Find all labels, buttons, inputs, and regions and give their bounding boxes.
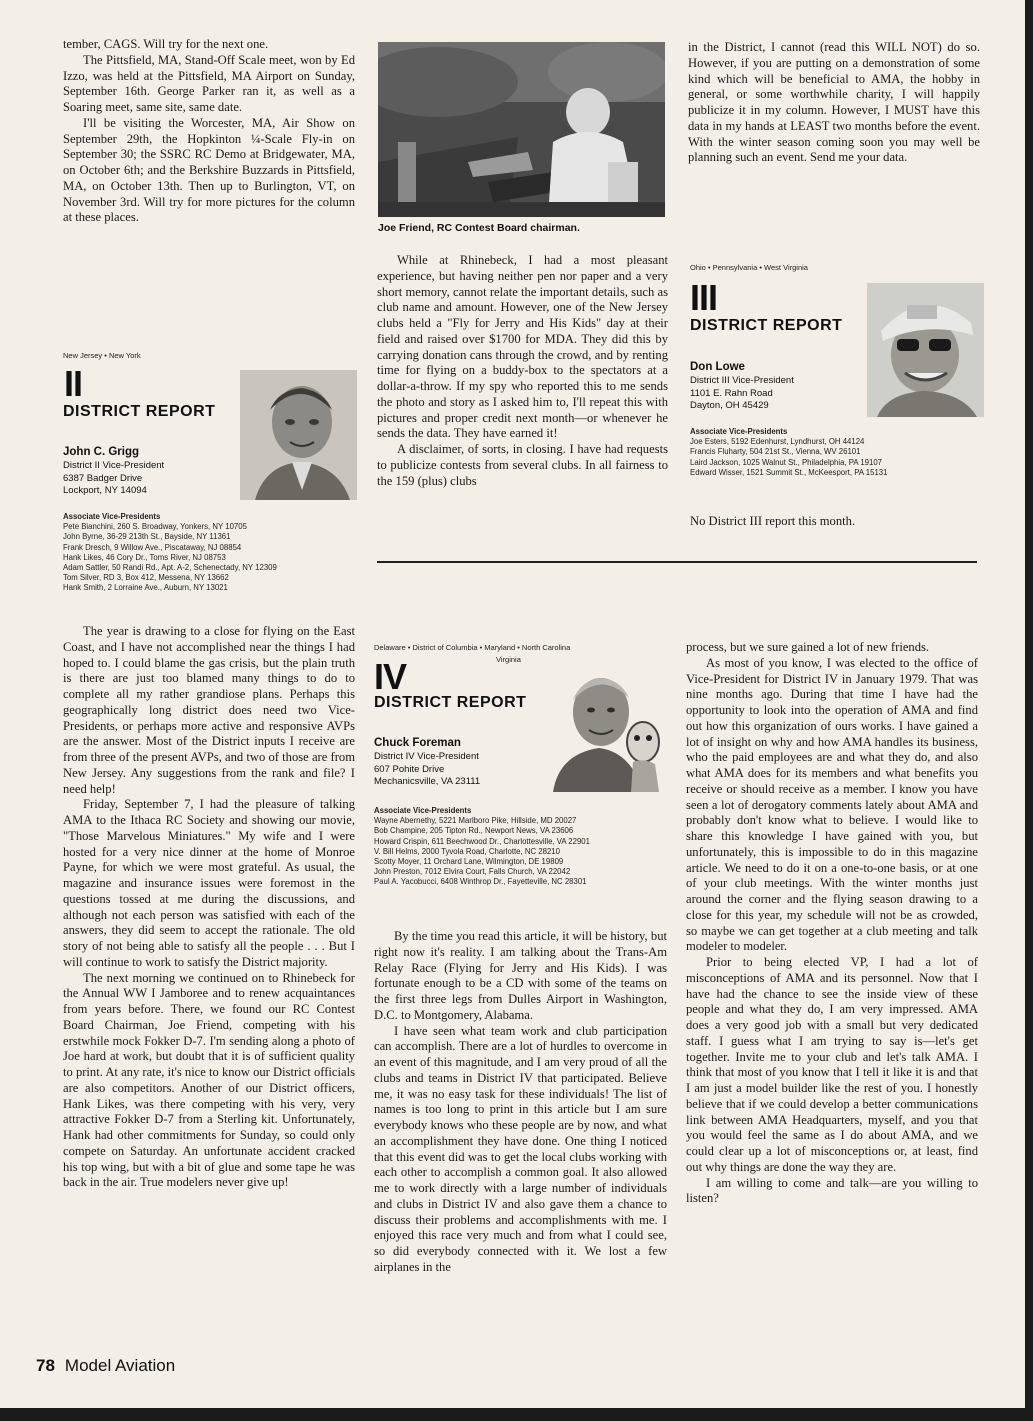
district3-vp-addr1: 1101 E. Rahn Road xyxy=(690,387,773,399)
district2-numeral: II xyxy=(64,363,83,404)
district3-vp-info xyxy=(690,360,794,413)
district4-title: DISTRICT REPORT xyxy=(374,694,527,711)
avp-entry: Frank Dresch, 9 Willow Ave., Piscataway, NJ 08854 xyxy=(63,542,242,552)
district2-title: DISTRICT REPORT xyxy=(63,403,216,420)
district3-vp-portrait xyxy=(867,283,984,417)
district2-vp-addr1: 6387 Badger Drive xyxy=(63,472,143,484)
avp-entry: Laird Jackson, 1025 Walnut St., Philadelphia, PA 19107 xyxy=(690,457,883,467)
district3-states: Ohio • Pennsylvania • West Virginia xyxy=(690,263,808,272)
district3-title: DISTRICT REPORT xyxy=(690,317,843,334)
paragraph: in the District, I cannot (read this WILL NOT) do so. However, if you are putting on a demonstration of some kind which will be beneficial to AMA, the hobby in general, or some worthwhile charity, I will happily publicize it in my column. However, I MUST have this data in my hands at LEAST two months before the event. With the winter season coming soon you may well be planning such an event. Send me your data. xyxy=(688,40,980,165)
district3-avp-list xyxy=(690,427,887,478)
avp-heading: Associate Vice-Presidents xyxy=(374,806,472,815)
avp-entry: Scotty Moyer, 11 Orchard Lane, Wilmington, DE 19809 xyxy=(374,857,564,867)
district2-vp-name: John C. Grigg xyxy=(63,446,140,458)
avp-heading: Associate Vice-Presidents xyxy=(690,427,788,436)
district2-vp-portrait xyxy=(240,370,357,500)
photo-image xyxy=(378,42,665,217)
district2-states: New Jersey • New York xyxy=(63,351,141,360)
district3-vp-addr2: Dayton, OH 45429 xyxy=(690,400,769,411)
avp-entry: Howard Crispin, 611 Beechwood Dr., Charlottesville, VA 22901 xyxy=(374,836,590,846)
district3-numeral: III xyxy=(690,277,718,318)
paragraph: The year is drawing to a close for flying on the East Coast, and I have not accomplished near the things I had hoped to. I could blame the gas crisis, but the plain truth is there are just too blamed many things to do to complete all my rather grandiose plans. Perhaps this geographically long district does need two Vice-Presidents, or perhaps more active and responsive AVPs are the answer. Most of the District inputs I receive are from three of the present AVPs, and two of those are from New Jersey. Any suggestions from the rank and file? I need help! xyxy=(63,624,355,796)
col1-top-text xyxy=(63,37,355,226)
avp-entry: Tom Silver, RD 3, Box 412, Messena, NY 13662 xyxy=(63,573,229,583)
paragraph: tember, CAGS. Will try for the next one. xyxy=(63,37,269,51)
avp-entry: Hank Smith, 2 Lorraine Ave., Auburn, NY 13021 xyxy=(63,583,228,593)
paragraph: The next morning we continued on to Rhinebeck for the Annual WW I Jamboree and to renew acquaintances from years before. There, we found our RC Contest Board Chairman, Joe Friend, competing with his erstwhile mock Fokker D-7. I'm sending along a photo of Joe hard at work, but doubt that it is of sufficient quality to print. At any rate, it's nice to know our District officials are also competitors. Another of our District officers, Hank Likes, was there competing with his very, very attractive Fokker D-7 from a Sterling kit. Unfortunately, Hank had other commitments for Sunday, so could only compete on Saturday. An unfortunate accident cracked his top wing, but with a bit of glue and some tape he was back in the air. True modelers never give up! xyxy=(63,970,355,1190)
col2-top-text xyxy=(377,253,668,489)
portrait-image xyxy=(240,370,357,500)
avp-entry: Pete Bianchini, 260 S. Broadway, Yonkers, NY 10705 xyxy=(63,522,247,532)
col3-top-text xyxy=(688,40,980,166)
paragraph: By the time you read this article, it will be history, but right now it's reality. I am talking about the Trans-Am Relay Race (Flying for Jerry and His Kids). I was fortunate enough to be a CD with some of the teams on the first three legs from Dulles Airport in Washington, D.C. to Montgomery, Alabama. xyxy=(374,929,667,1022)
avp-entry: Hank Likes, 46 Cory Dr., Toms River, NJ 08753 xyxy=(63,552,226,562)
district4-states-line2: Virginia xyxy=(496,655,521,664)
district4-numeral: IV xyxy=(374,656,407,697)
photo-caption: Joe Friend, RC Contest Board chairman. xyxy=(378,222,580,234)
paragraph: The Pittsfield, MA, Stand-Off Scale meet, won by Ed Izzo, was held at the Pittsfield, MA Airport on Sunday, September 16th. George Parker ran it, as well as a Soaring meet, same site, same date. xyxy=(63,52,355,114)
avp-entry: John Preston, 7012 Elvira Court, Falls Church, VA 22042 xyxy=(374,867,571,877)
joe-friend-photo xyxy=(378,42,665,217)
district3-vp-title: District III Vice-President xyxy=(690,375,794,386)
col3-bottom-text xyxy=(686,640,978,1207)
paragraph: Friday, September 7, I had the pleasure of talking AMA to the Ithaca RC Society and showing our movie, "Those Marvelous Miniatures." My wife and I were hosted for a very nice dinner at the home of Monroe Payne, for which we were most grateful. As usual, the magazine and insurance issues were foremost in the questions tossed at me during the discussions, and although not each person was satisfied with each of the answers, they did seem to accept the rationale. The old story of not being able to satisfy all the people . . . But I will continue to work to satisfy the District majority. xyxy=(63,797,355,969)
paragraph: As most of you know, I was elected to the office of Vice-President for District IV in January 1979. That was nine months ago. During that time I have had the opportunity to look into the operation of AMA and find out how this organization of ours works. I have gained a lot of insight on why and how AMA handles its business, who the paid employees are and what they do, and also what AMA does for its members and what benefits you receive or should receive as a member. I know you have seen a lot of derogatory comments lately about AMA and probably don't know what to believe. I would like to share this knowledge I have gained with you, but unfortunately, this is impossible to do in this magazine article. We need to do it on a one-to-one basis, or at one of your club meetings. With the winter months just around the corner and the flying season drawing to a close for this year, my schedule will not be as crowded, so maybe we can get together at a club meeting and talk modeler to modeler. xyxy=(686,655,978,954)
district2-vp-title: District II Vice-President xyxy=(63,460,165,471)
district4-vp-addr2: Mechanicsville, VA 23111 xyxy=(374,776,481,787)
col2-bottom-text xyxy=(374,929,667,1276)
avp-entry: Paul A. Yacobucci, 6408 Winthrop Dr., Fayetteville, NC 28301 xyxy=(374,877,587,887)
portrait-image xyxy=(551,662,667,792)
avp-entry: Bob Champine, 205 Tipton Rd., Newport News, VA 23606 xyxy=(374,826,574,836)
paragraph: Prior to being elected VP, I had a lot of misconceptions of AMA and its personnel. Now that I have had the chance to see the inside view of these people and what they do, I am very impressed. AMA does a very good job with a small but very dedicated staff. I guess what I am trying to say is—let's get together. Invite me to your club and let's talk AMA. I think that most of you know that I tell it like it is and that I am just a model builder like the rest of you. I honestly believe that if we could develop a better communications link between AMA Headquarters, myself, and you that you would feel the same as I do about AMA, and we could clear up a lot of misconceptions or, at least, find out why things are done the way they are. xyxy=(686,955,978,1174)
avp-entry: John Byrne, 36-29 213th St., Bayside, NY 11361 xyxy=(63,532,231,542)
district2-avp-list xyxy=(63,512,277,594)
paragraph: I'll be visiting the Worcester, MA, Air Show on September 29th, the Hopkinton ¼-Scale Fly-in on September 30; the SSRC RC Demo at Bridgewater, MA, on October 6th; and the Berkshire Buzzards in Pittsfield, MA, on October 13th. Then up to Burlington, VT, on November 3rd. Will try for more pictures for the column at these places. xyxy=(63,115,355,225)
paragraph: I am willing to come and talk—are you willing to listen? xyxy=(686,1175,978,1206)
avp-entry: Wayne Abernethy, 5221 Marlboro Pike, Hillside, MD 20027 xyxy=(374,816,577,826)
avp-entry: V. Bill Helms, 2000 Tyvola Road, Charlotte, NC 28210 xyxy=(374,846,560,856)
district2-vp-addr2: Lockport, NY 14094 xyxy=(63,485,147,496)
district4-vp-addr1: 607 Pohite Drive xyxy=(374,763,445,775)
avp-entry: Francis Fluharty, 504 21st St., Vienna, WV 26101 xyxy=(690,447,861,457)
col1-bottom-text xyxy=(63,624,355,1191)
avp-entry: Adam Sattler, 50 Randi Rd., Apt. A-2, Schenectady, NY 12309 xyxy=(63,563,277,573)
district4-vp-name: Chuck Foreman xyxy=(374,737,461,749)
page-number: 78 xyxy=(36,1356,55,1375)
district4-states-line1: Delaware • District of Columbia • Maryland • North Carolina xyxy=(374,643,571,652)
district4-avp-list xyxy=(374,806,590,888)
magazine-name: Model Aviation xyxy=(64,1356,176,1375)
district4-vp-info xyxy=(374,736,480,789)
section-divider xyxy=(377,561,977,563)
page-footer xyxy=(36,1356,175,1376)
paragraph: A disclaimer, of sorts, in closing. I have had requests to publicize contests from several clubs. In all fairness to the 159 (plus) clubs xyxy=(377,442,668,488)
paragraph: process, but we sure gained a lot of new friends. xyxy=(686,640,930,654)
avp-entry: Edward Wisser, 1521 Summit St., McKeesport, PA 15131 xyxy=(690,467,888,477)
district2-vp-info xyxy=(63,445,164,498)
avp-heading: Associate Vice-Presidents xyxy=(63,512,161,521)
district4-vp-title: District IV Vice-President xyxy=(374,751,479,762)
paragraph: I have seen what team work and club participation can accomplish. There are a lot of hurdles to overcome in an event of this magnitude, and I am very proud of all the clubs and teams in District IV that participated. Believe me, it was no easy task for these individuals! The list of names is too long to print in this article but I am sure everybody knows who these people are by now, and what an accomplishment they have done. One thing I noticed that this event did was to get the local clubs working with each other to accomplish a common goal. It also allowed me to work directly with a large number of individuals and clubs in District IV and also gave them a chance to discuss their problems and accomplishments with me. I enjoyed this race very much and from what I could see, so did everybody connected with it. We lost a few airplanes in the xyxy=(374,1023,667,1274)
district3-vp-name: Don Lowe xyxy=(690,361,745,373)
paragraph: While at Rhinebeck, I had a most pleasant experience, but having neither pen nor paper and a very short memory, cannot relate the important details, such as club name and amount. However, one of the New Jersey clubs held a "Fly for Jerry and His Kids" day at their field and raised over $1700 for MDA. They did this by carrying donation cans through the crowd, and by renting time for flying on a buddy-box to the spectators at a dollar-a-throw. If my spy who reported this to me sends the photo and story as I asked him to, I'll repeat this with pictures and proper credit next month—or whenever he sends the data. They have earned it! xyxy=(377,253,668,441)
district3-no-report: No District III report this month. xyxy=(690,514,856,528)
avp-entry: Joe Esters, 5192 Edenhurst, Lyndhurst, OH 44124 xyxy=(690,437,865,447)
district4-vp-portrait xyxy=(551,662,667,792)
portrait-image xyxy=(867,283,984,417)
